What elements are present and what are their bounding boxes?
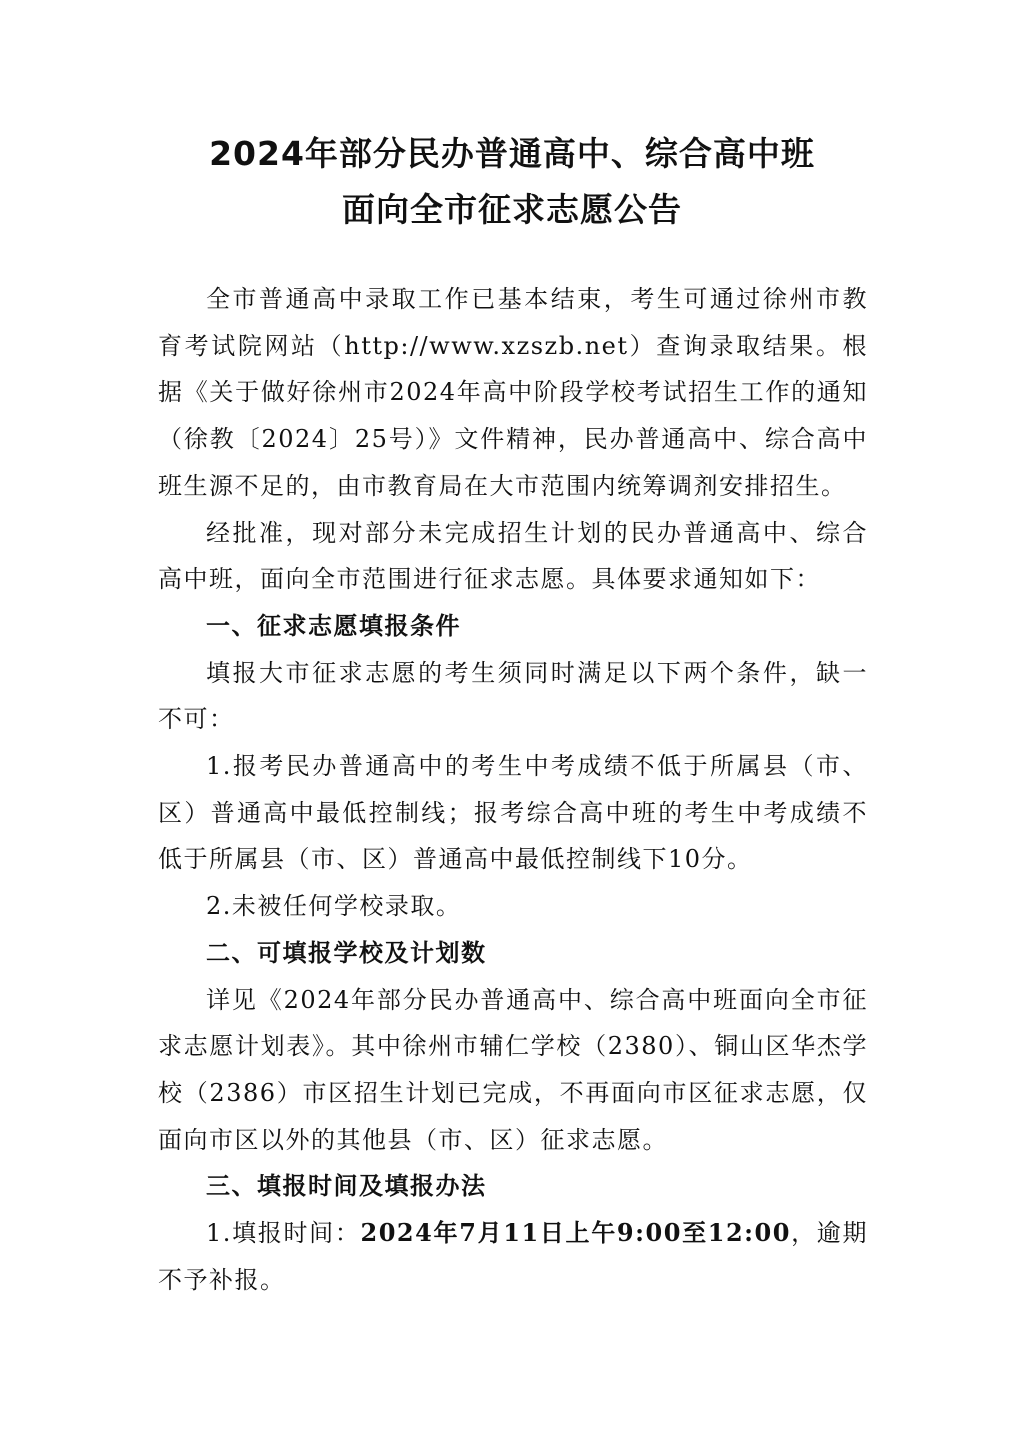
- paragraph-intro: 全市普通高中录取工作已基本结束，考生可通过徐州市教育考试院网站（http://www.xzszb.net）查询录取结果。根据《关于做好徐州市2024年高中阶段学校考试招生工作的通知（徐教〔2024〕25号）》文件精神，民办普通高中、综合高中班生源不足的，由市教育局在大市范围内统筹调剂安排招生。: [158, 285, 868, 500]
- section1-intro: 填报大市征求志愿的考生须同时满足以下两个条件，缺一不可：: [158, 658, 868, 734]
- section2-heading: 二、可填报学校及计划数: [206, 938, 487, 967]
- section3-item1-prefix: 1.填报时间：: [206, 1219, 361, 1248]
- section1-item2: 2.未被任何学校录取。: [206, 892, 462, 921]
- document-body: [158, 276, 868, 1303]
- section3-item1: [158, 1210, 868, 1303]
- paragraph-approval: 经批准，现对部分未完成招生计划的民办普通高中、综合高中班，面向全市范围进行征求志愿。具体要求通知如下：: [158, 518, 868, 594]
- section3-heading: 三、填报时间及填报办法: [206, 1172, 487, 1201]
- section3-item1-time: 2024年7月11日上午9:00至12:00: [360, 1218, 791, 1248]
- document-title-line1: 2024年部分民办普通高中、综合高中班: [209, 134, 815, 173]
- section2-text: 详见《2024年部分民办普通高中、综合高中班面向全市征求志愿计划表》。其中徐州市辅仁学校（2380）、铜山区华杰学校（2386）市区招生计划已完成，不再面向市区征求志愿，仅面向市区以外的其他县（市、区）征求志愿。: [158, 985, 868, 1154]
- section1-heading: 一、征求志愿填报条件: [206, 611, 461, 640]
- section3-item1-suffix: ，逾期不予补报。: [158, 1219, 868, 1294]
- section1-item1: 1.报考民办普通高中的考生中考成绩不低于所属县（市、区）普通高中最低控制线；报考综合高中班的考生中考成绩不低于所属县（市、区）普通高中最低控制线下10分。: [158, 752, 868, 874]
- document-title-line2: 面向全市征求志愿公告: [342, 190, 682, 229]
